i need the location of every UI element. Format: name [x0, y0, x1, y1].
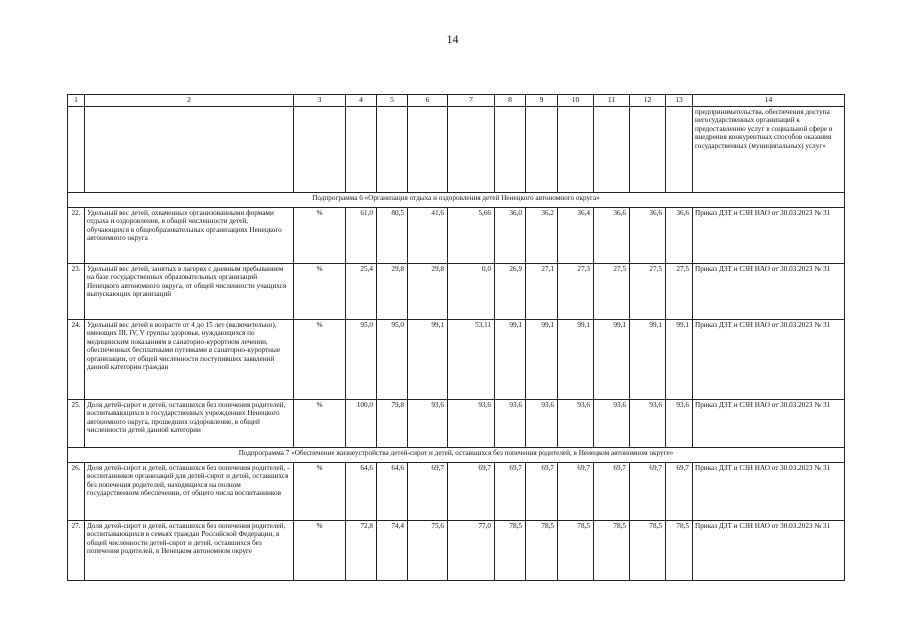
subprogram-6-title: Подпрограмма 6 «Организация отдыха и оздоровления детей Ненецкого автономного округа» — [68, 193, 845, 208]
indicators-table — [67, 94, 845, 581]
table-row — [68, 264, 845, 320]
value-cell: 69,7 — [526, 463, 558, 521]
subprogram-row — [68, 448, 845, 463]
value-cell: 5,66 — [448, 208, 495, 264]
value-cell: 95,0 — [377, 320, 408, 400]
value-cell: 27,1 — [526, 264, 558, 320]
row-number: 22. — [68, 208, 85, 264]
unit-cell: % — [294, 521, 346, 581]
header-cell: 13 — [666, 95, 693, 107]
value-cell: 75,6 — [408, 521, 448, 581]
value-cell: 64,6 — [346, 463, 377, 521]
value-cell: 61,0 — [346, 208, 377, 264]
indicator-name: Удельный вес детей в возрасте от 4 до 15 лет (включительно), имеющих III, IV, V группы здоровья, нуждающихся по медицинским показаниям в санаторно-курортном лечении, обеспеченных бесплатными путевками в санаторно-курортные организации, от общей численности поступивших заявлений данной категории граждан — [85, 320, 294, 400]
indicator-name: Доля детей-сирот и детей, оставшихся без попечения родителей, воспитывающихся в государственных учреждениях Ненецкого автономного округа, прошедших оздоровление, в общей численности детей данной категории — [85, 400, 294, 448]
header-cell: 1 — [68, 95, 85, 107]
subprogram-7-title: Подпрограмма 7 «Обеспечение жизнеустройства детей-сирот и детей, оставшихся без попечения родителей, в Ненецком автономном округе» — [68, 448, 845, 463]
value-cell: 25,4 — [346, 264, 377, 320]
unit-cell: % — [294, 264, 346, 320]
value-cell: 95,0 — [346, 320, 377, 400]
value-cell: 93,6 — [630, 400, 666, 448]
value-cell: 74,4 — [377, 521, 408, 581]
value-cell: 100,0 — [346, 400, 377, 448]
value-cell: 53,11 — [448, 320, 495, 400]
table-row — [68, 521, 845, 581]
value-cell: 78,5 — [594, 521, 630, 581]
value-cell: 93,6 — [495, 400, 526, 448]
header-cell: 7 — [448, 95, 495, 107]
value-cell: 27,5 — [594, 264, 630, 320]
document-reference: Приказ ДЗТ и СЗН НАО от 30.03.2023 № 31 — [693, 400, 845, 448]
value-cell: 93,6 — [594, 400, 630, 448]
row-number: 27. — [68, 521, 85, 581]
header-cell: 4 — [346, 95, 377, 107]
value-cell: 99,1 — [495, 320, 526, 400]
value-cell: 99,1 — [408, 320, 448, 400]
row-number: 23. — [68, 264, 85, 320]
table-row — [68, 400, 845, 448]
indicator-name: Удельный вес детей, занятых в лагерях с дневным пребыванием на базе государственных образовательных организаций Ненецкого автономного округа, от общей численности учащихся выпускающих организаций — [85, 264, 294, 320]
page-number: 14 — [446, 32, 459, 46]
value-cell: 27,5 — [666, 264, 693, 320]
header-cell: 6 — [408, 95, 448, 107]
document-reference: Приказ ДЗТ и СЗН НАО от 30.03.2023 № 31 — [693, 463, 845, 521]
value-cell: 78,5 — [526, 521, 558, 581]
value-cell: 78,5 — [495, 521, 526, 581]
value-cell: 77,0 — [448, 521, 495, 581]
row-number: 24. — [68, 320, 85, 400]
table-row — [68, 208, 845, 264]
value-cell: 78,5 — [558, 521, 594, 581]
value-cell: 99,1 — [526, 320, 558, 400]
header-cell: 11 — [594, 95, 630, 107]
value-cell: 99,1 — [666, 320, 693, 400]
unit-cell: % — [294, 400, 346, 448]
value-cell: 36,0 — [495, 208, 526, 264]
value-cell: 41,6 — [408, 208, 448, 264]
value-cell: 69,7 — [594, 463, 630, 521]
value-cell: 36,2 — [526, 208, 558, 264]
value-cell: 36,4 — [558, 208, 594, 264]
value-cell: 69,7 — [448, 463, 495, 521]
table-row — [68, 463, 845, 521]
value-cell: 64,6 — [377, 463, 408, 521]
value-cell: 69,7 — [495, 463, 526, 521]
value-cell: 27,3 — [558, 264, 594, 320]
value-cell: 27,5 — [630, 264, 666, 320]
document-reference: Приказ ДЗТ и СЗН НАО от 30.03.2023 № 31 — [693, 320, 845, 400]
indicator-name: Удельный вес детей, охваченных организованными формами отдыха и оздоровления, в общей численности детей, обучающихся в общеобразовательных организациях Ненецкого автономного округа — [85, 208, 294, 264]
unit-cell: % — [294, 208, 346, 264]
indicator-name: Доля детей-сирот и детей, оставшихся без попечения родителей, воспитывающихся в семьях граждан Российской Федерации, в общей численности детей-сирот и детей, оставшихся без попечения родителей, в Ненецком автономном округе — [85, 521, 294, 581]
value-cell: 0,0 — [448, 264, 495, 320]
value-cell: 36,6 — [630, 208, 666, 264]
value-cell: 69,7 — [408, 463, 448, 521]
header-cell: 2 — [85, 95, 294, 107]
unit-cell: % — [294, 463, 346, 521]
value-cell: 29,8 — [377, 264, 408, 320]
header-cell: 10 — [558, 95, 594, 107]
value-cell: 93,6 — [448, 400, 495, 448]
value-cell: 80,5 — [377, 208, 408, 264]
value-cell: 36,6 — [666, 208, 693, 264]
value-cell: 29,8 — [408, 264, 448, 320]
header-cell: 14 — [693, 95, 845, 107]
header-cell: 12 — [630, 95, 666, 107]
unit-cell: % — [294, 320, 346, 400]
header-cell: 9 — [526, 95, 558, 107]
subprogram-row — [68, 193, 845, 208]
value-cell: 99,1 — [594, 320, 630, 400]
value-cell: 93,6 — [558, 400, 594, 448]
document-reference: Приказ ДЗТ и СЗН НАО от 30.03.2023 № 31 — [693, 208, 845, 264]
value-cell: 69,7 — [666, 463, 693, 521]
continuation-text: предпринимательства, обеспечения доступа негосударственных организаций к предоставлению услуг в социальной сфере и внедрения конкурентных способов оказания государственных (муниципальных) услуг» — [693, 107, 845, 193]
indicator-name: Доля детей-сирот и детей, оставшихся без попечения родителей, - воспитанников организаций для детей-сирот и детей, оставшихся без попечения родителей, находящихся на полном государственном обеспечении, от общего числа воспитанников — [85, 463, 294, 521]
row-number: 25. — [68, 400, 85, 448]
value-cell: 79,8 — [377, 400, 408, 448]
value-cell: 69,7 — [558, 463, 594, 521]
document-reference: Приказ ДЗТ и СЗН НАО от 30.03.2023 № 31 — [693, 521, 845, 581]
value-cell: 78,5 — [666, 521, 693, 581]
header-cell: 3 — [294, 95, 346, 107]
value-cell: 99,1 — [558, 320, 594, 400]
value-cell: 26,9 — [495, 264, 526, 320]
value-cell: 69,7 — [630, 463, 666, 521]
document-reference: Приказ ДЗТ и СЗН НАО от 30.03.2023 № 31 — [693, 264, 845, 320]
value-cell: 36,6 — [594, 208, 630, 264]
continuation-row — [68, 107, 845, 193]
header-row — [68, 95, 845, 107]
header-cell: 8 — [495, 95, 526, 107]
value-cell: 78,5 — [630, 521, 666, 581]
header-cell: 5 — [377, 95, 408, 107]
value-cell: 93,6 — [408, 400, 448, 448]
table-row — [68, 320, 845, 400]
value-cell: 72,8 — [346, 521, 377, 581]
value-cell: 99,1 — [630, 320, 666, 400]
value-cell: 93,6 — [666, 400, 693, 448]
value-cell: 93,6 — [526, 400, 558, 448]
row-number: 26. — [68, 463, 85, 521]
